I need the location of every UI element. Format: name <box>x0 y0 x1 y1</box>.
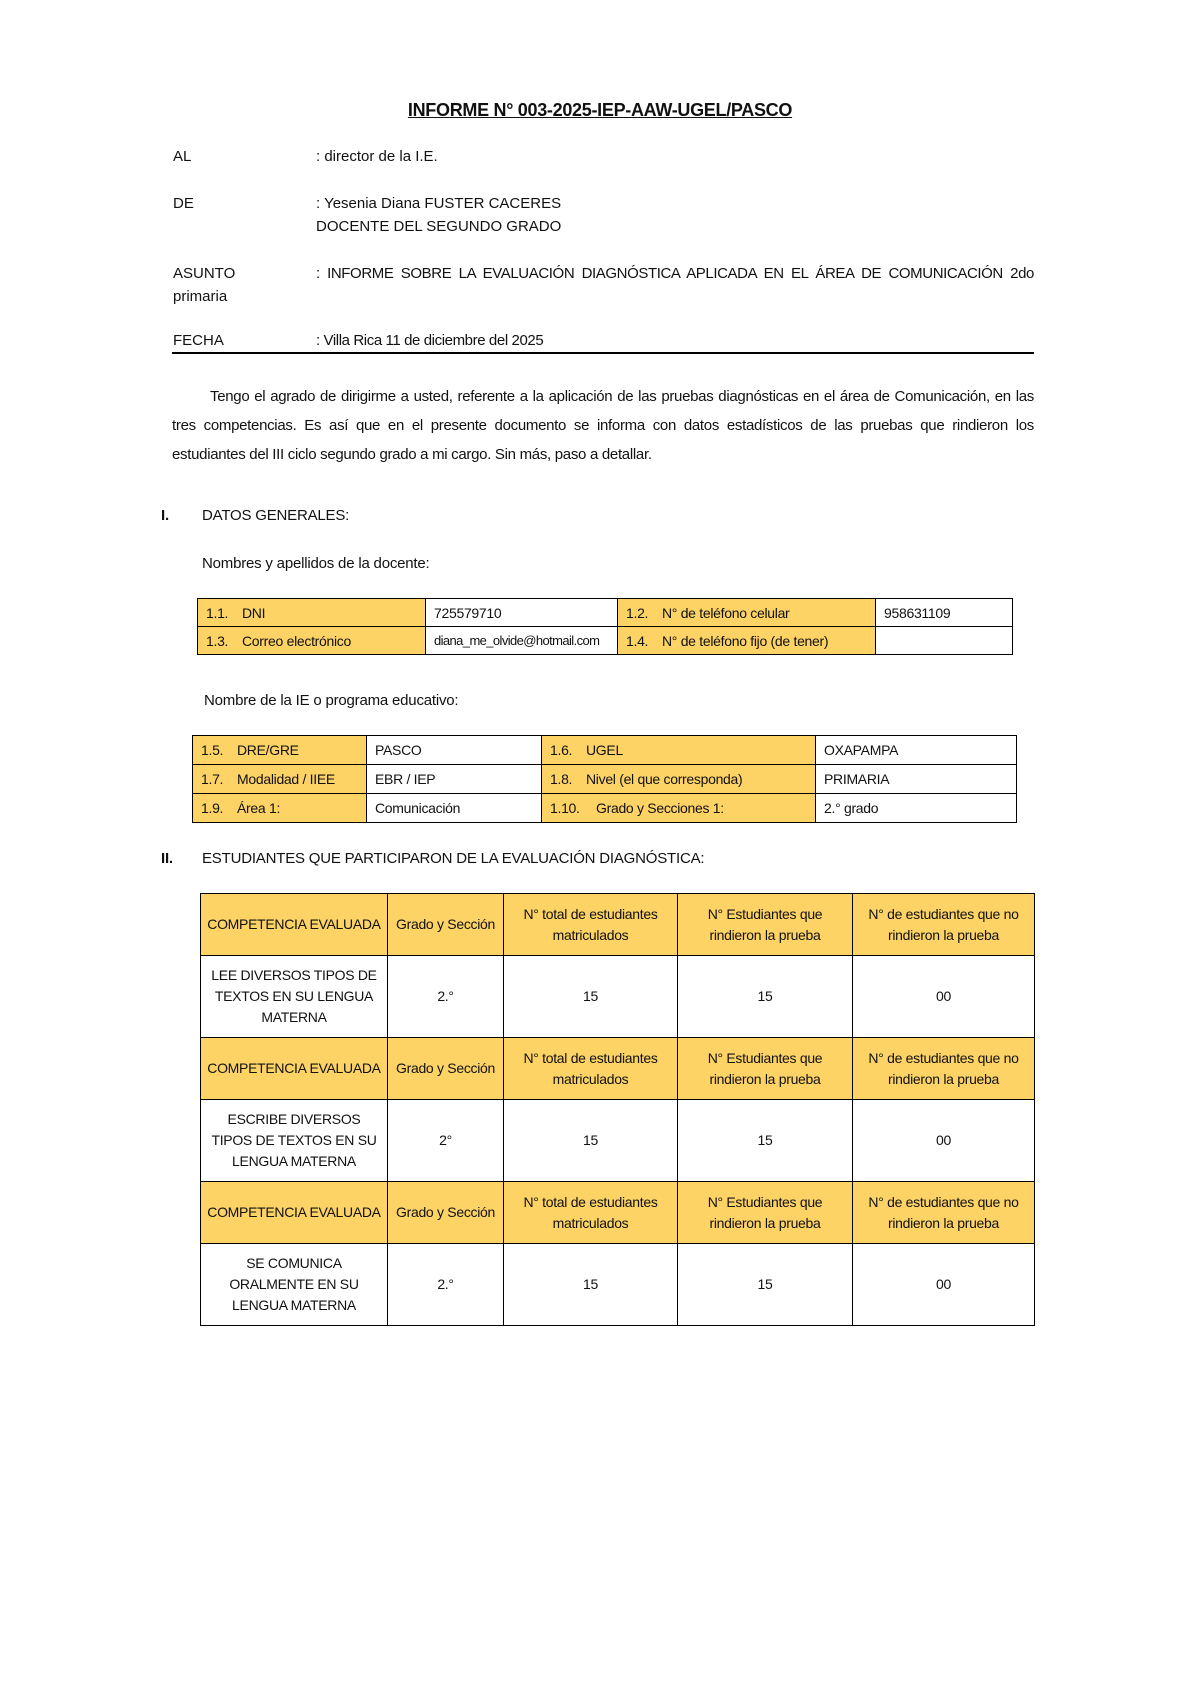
celular-label-cell: 1.2. N° de teléfono celular <box>618 599 876 627</box>
header-competencia: COMPETENCIA EVALUADA <box>201 894 388 956</box>
header-divider <box>172 352 1034 354</box>
rindieron-cell: 15 <box>678 1100 853 1182</box>
table-row <box>201 1244 1035 1326</box>
ie-heading: Nombre de la IE o programa educativo: <box>204 692 459 709</box>
header-grado: Grado y Sección <box>388 894 504 956</box>
dre-label-cell: 1.5. DRE/GRE <box>193 736 367 765</box>
rindieron-cell: 15 <box>678 956 853 1038</box>
docente-heading: Nombres y apellidos de la docente: <box>202 555 430 572</box>
header-rindieron: N° Estudiantes que rindieron la prueba <box>678 1038 853 1100</box>
table-header-row <box>201 1038 1035 1100</box>
section-2-number: II. <box>161 850 173 867</box>
no-rindieron-cell: 00 <box>853 1244 1035 1326</box>
competencia-cell: ESCRIBE DIVERSOS TIPOS DE TEXTOS EN SU LENGUA MATERNA <box>201 1100 388 1182</box>
header-no-rindieron: N° de estudiantes que no rindieron la prueba <box>853 894 1035 956</box>
section-2-title: ESTUDIANTES QUE PARTICIPARON DE LA EVALUACIÓN DIAGNÓSTICA: <box>202 850 705 867</box>
header-rindieron: N° Estudiantes que rindieron la prueba <box>678 894 853 956</box>
fijo-value <box>876 627 1013 655</box>
header-no-rindieron: N° de estudiantes que no rindieron la prueba <box>853 1038 1035 1100</box>
de-label: DE <box>173 195 194 212</box>
grado-cell: 2.° <box>388 1244 504 1326</box>
no-rindieron-cell: 00 <box>853 956 1035 1038</box>
grado-cell: 2.° <box>388 956 504 1038</box>
area-label-cell: 1.9. Área 1: <box>193 794 367 823</box>
intro-paragraph: Tengo el agrado de dirigirme a usted, referente a la aplicación de las pruebas diagnósticas en el área de Comunicación, en las tres competencias. Es así que en el presente documento se informa con datos estadísticos de las pruebas que rindieron los estudiantes del III ciclo segundo grado a mi cargo. Sin más, paso a detallar. <box>172 388 1034 463</box>
competencia-cell: LEE DIVERSOS TIPOS DE TEXTOS EN SU LENGUA MATERNA <box>201 956 388 1038</box>
header-grado: Grado y Sección <box>388 1182 504 1244</box>
table-header-row <box>201 894 1035 956</box>
dni-label-cell: 1.1. DNI <box>198 599 426 627</box>
grado-label-cell: 1.10. Grado y Secciones 1: <box>542 794 816 823</box>
table-row <box>193 765 1017 794</box>
table-row <box>201 956 1035 1038</box>
table-row <box>201 1100 1035 1182</box>
total-cell: 15 <box>504 1100 678 1182</box>
correo-label-cell: 1.3. Correo electrónico <box>198 627 426 655</box>
ugel-value: OXAPAMPA <box>816 736 1017 765</box>
asunto-value: : INFORME SOBRE LA EVALUACIÓN DIAGNÓSTICA APLICADA EN EL ÁREA DE COMUNICACIÓN 2do <box>316 265 1034 282</box>
nivel-value: PRIMARIA <box>816 765 1017 794</box>
de-value-2: DOCENTE DEL SEGUNDO GRADO <box>316 218 562 235</box>
header-no-rindieron: N° de estudiantes que no rindieron la prueba <box>853 1182 1035 1244</box>
header-total: N° total de estudiantes matriculados <box>504 894 678 956</box>
dre-value: PASCO <box>367 736 542 765</box>
modalidad-label-cell: 1.7. Modalidad / IIEE <box>193 765 367 794</box>
total-cell: 15 <box>504 1244 678 1326</box>
table-row <box>198 627 1013 655</box>
modalidad-value: EBR / IEP <box>367 765 542 794</box>
al-value: : director de la I.E. <box>316 148 438 165</box>
header-grado: Grado y Sección <box>388 1038 504 1100</box>
header-competencia: COMPETENCIA EVALUADA <box>201 1182 388 1244</box>
de-value: : Yesenia Diana FUSTER CACERES <box>316 195 562 212</box>
table-row <box>193 794 1017 823</box>
header-total: N° total de estudiantes matriculados <box>504 1038 678 1100</box>
dni-value: 725579710 <box>426 599 618 627</box>
header-total: N° total de estudiantes matriculados <box>504 1182 678 1244</box>
rindieron-cell: 15 <box>678 1244 853 1326</box>
correo-value: diana_me_olvide@hotmail.com <box>426 627 618 655</box>
competencia-cell: SE COMUNICA ORALMENTE EN SU LENGUA MATERNA <box>201 1244 388 1326</box>
grado-value: 2.° grado <box>816 794 1017 823</box>
header-competencia: COMPETENCIA EVALUADA <box>201 1038 388 1100</box>
section-1-number: I. <box>161 507 169 524</box>
al-label: AL <box>173 148 192 165</box>
grado-cell: 2° <box>388 1100 504 1182</box>
ie-table <box>192 735 1017 823</box>
asunto-label: ASUNTO <box>173 265 236 282</box>
area-value: Comunicación <box>367 794 542 823</box>
table-row <box>193 736 1017 765</box>
docente-table <box>197 598 1013 655</box>
asunto-value-2: primaria <box>173 288 228 305</box>
fecha-label: FECHA <box>173 332 224 349</box>
section-1-title: DATOS GENERALES: <box>202 507 350 524</box>
ugel-label-cell: 1.6. UGEL <box>542 736 816 765</box>
no-rindieron-cell: 00 <box>853 1100 1035 1182</box>
nivel-label-cell: 1.8. Nivel (el que corresponda) <box>542 765 816 794</box>
table-header-row <box>201 1182 1035 1244</box>
header-rindieron: N° Estudiantes que rindieron la prueba <box>678 1182 853 1244</box>
students-table <box>200 893 1035 1326</box>
document-title: INFORME N° 003-2025-IEP-AAW-UGEL/PASCO <box>407 100 793 120</box>
fecha-value: : Villa Rica 11 de diciembre del 2025 <box>316 332 544 349</box>
total-cell: 15 <box>504 956 678 1038</box>
table-row <box>198 599 1013 627</box>
celular-value: 958631109 <box>876 599 1013 627</box>
fijo-label-cell: 1.4. N° de teléfono fijo (de tener) <box>618 627 876 655</box>
